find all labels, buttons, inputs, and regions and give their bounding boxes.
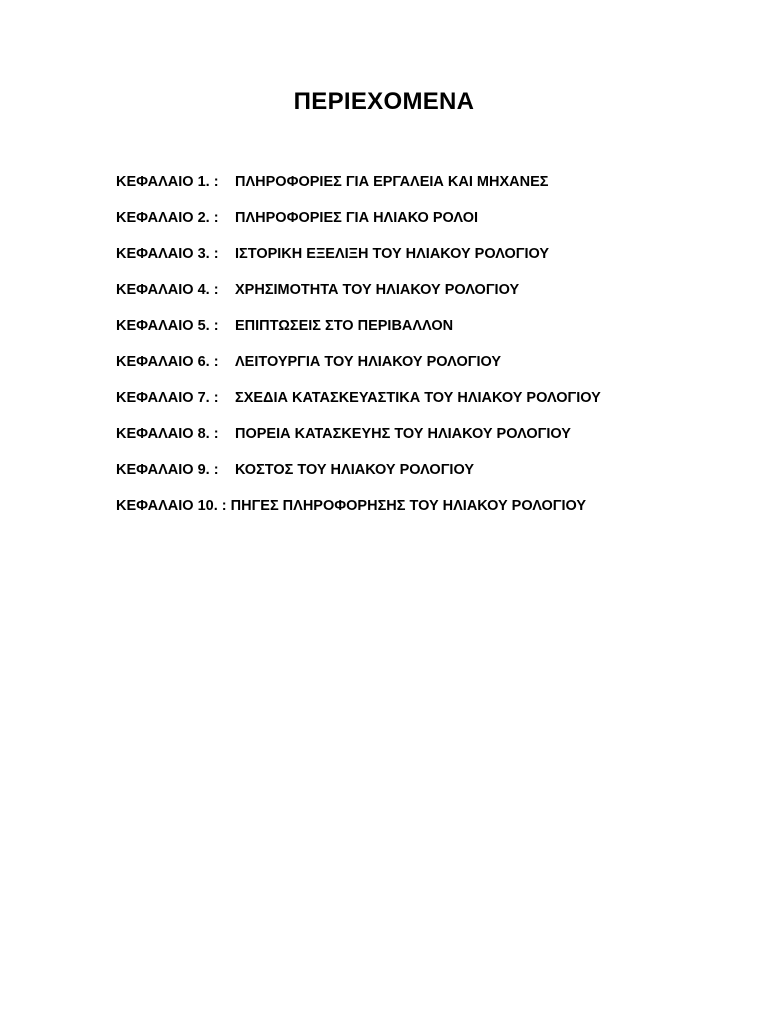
chapter-title: ΠΟΡΕΙΑ ΚΑΤΑΣΚΕΥΗΣ ΤΟΥ ΗΛΙΑΚΟΥ ΡΟΛΟΓΙΟΥ xyxy=(235,426,571,442)
chapter-label: ΚΕΦΑΛΑΙΟ 3. : xyxy=(116,246,219,262)
page-title: ΠΕΡΙΕΧΟΜΕΝΑ xyxy=(293,88,475,115)
chapter-label: ΚΕΦΑΛΑΙΟ 6. : xyxy=(116,354,219,370)
chapter-title: ΣΧΕΔΙΑ ΚΑΤΑΣΚΕΥΑΣΤΙΚΑ ΤΟΥ ΗΛΙΑΚΟΥ ΡΟΛΟΓΙΟΥ xyxy=(235,390,601,406)
chapter-title: ΠΛΗΡΟΦΟΡΙΕΣ ΓΙΑ ΗΛΙΑΚΟ ΡΟΛΟΙ xyxy=(235,210,478,226)
toc-entry-chapter-10 xyxy=(116,496,736,532)
toc-entry-chapter-8 xyxy=(116,424,736,460)
chapter-title: ΧΡΗΣΙΜΟΤΗΤΑ ΤΟΥ ΗΛΙΑΚΟΥ ΡΟΛΟΓΙΟΥ xyxy=(235,282,520,298)
chapter-label: ΚΕΦΑΛΑΙΟ 5. : xyxy=(116,318,219,334)
chapter-label: ΚΕΦΑΛΑΙΟ 9. : xyxy=(116,462,219,478)
chapter-title: ΕΠΙΠΤΩΣΕΙΣ ΣΤΟ ΠΕΡΙΒΑΛΛΟΝ xyxy=(235,318,454,334)
chapter-label: ΚΕΦΑΛΑΙΟ 7. : xyxy=(116,390,219,406)
chapter-label: ΚΕΦΑΛΑΙΟ 10. : xyxy=(116,498,227,514)
chapter-title: ΚΟΣΤΟΣ ΤΟΥ ΗΛΙΑΚΟΥ ΡΟΛΟΓΙΟΥ xyxy=(235,462,474,478)
chapter-title: ΛΕΙΤΟΥΡΓΙΑ ΤΟΥ ΗΛΙΑΚΟΥ ΡΟΛΟΓΙΟΥ xyxy=(235,354,502,370)
toc-entry-chapter-4 xyxy=(116,280,736,316)
chapter-label: ΚΕΦΑΛΑΙΟ 8. : xyxy=(116,426,219,442)
chapter-label: ΚΕΦΑΛΑΙΟ 1. : xyxy=(116,174,219,190)
chapter-title: ΙΣΤΟΡΙΚΗ ΕΞΕΛΙΞΗ ΤΟΥ ΗΛΙΑΚΟΥ ΡΟΛΟΓΙΟΥ xyxy=(235,246,550,262)
chapter-label: ΚΕΦΑΛΑΙΟ 2. : xyxy=(116,210,219,226)
toc-entry-chapter-1 xyxy=(116,172,736,208)
table-of-contents xyxy=(116,172,736,532)
chapter-label: ΚΕΦΑΛΑΙΟ 4. : xyxy=(116,282,219,298)
toc-entry-chapter-3 xyxy=(116,244,736,280)
toc-entry-chapter-2 xyxy=(116,208,736,244)
toc-entry-chapter-7 xyxy=(116,388,736,424)
chapter-title: ΠΛΗΡΟΦΟΡΙΕΣ ΓΙΑ ΕΡΓΑΛΕΙΑ ΚΑΙ ΜΗΧΑΝΕΣ xyxy=(235,174,549,190)
toc-entry-chapter-6 xyxy=(116,352,736,388)
chapter-title: ΠΗΓΕΣ ΠΛΗΡΟΦΟΡΗΣΗΣ ΤΟΥ ΗΛΙΑΚΟΥ ΡΟΛΟΓΙΟΥ xyxy=(230,498,587,514)
toc-entry-chapter-5 xyxy=(116,316,736,352)
toc-entry-chapter-9 xyxy=(116,460,736,496)
